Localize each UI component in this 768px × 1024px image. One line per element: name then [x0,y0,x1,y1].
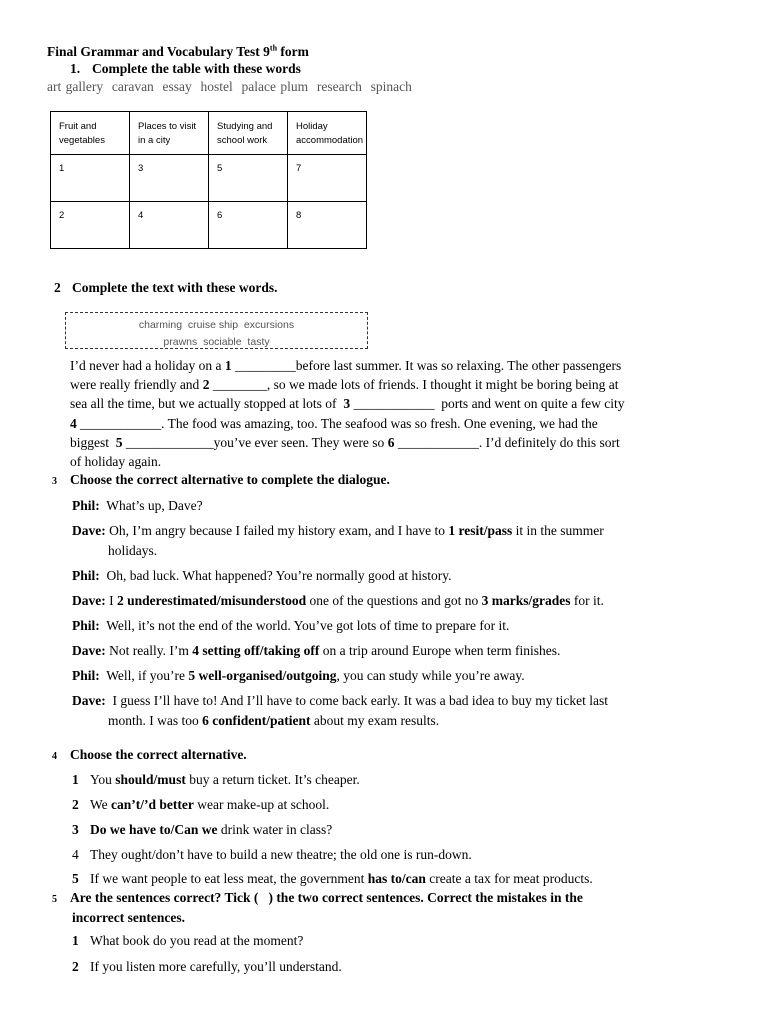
dialogue-line: Dave: Not really. I’m 4 setting off/taking off on a trip around Europe when term finishes. [72,643,561,658]
gap-fill-text [70,356,715,471]
text-line: 4 ____________. The food was amazing, too. The seafood was so fresh. One evening, we had the [70,415,598,431]
dialogue-line: Dave: Oh, I’m angry because I failed my history exam, and I have to 1 resit/pass it in the summer holidays. [72,523,604,558]
table-cell[interactable]: 4 [130,202,209,249]
list-item: 2 If you listen more carefully, you’ll understand. [72,959,342,974]
text-line: biggest 5 _____________you’ve ever seen. They were so 6 ____________. I’d definitely do this sort [70,434,620,450]
section-2-heading: 2 Complete the text with these words. [54,280,278,295]
list-item: 1 You should/must buy a return ticket. It’s cheaper. [72,772,360,787]
table-header: Studying and school work [209,112,288,155]
table-cell[interactable]: 3 [130,155,209,202]
table-cell[interactable]: 1 [51,155,130,202]
table-cell[interactable]: 5 [209,155,288,202]
list-item: 1 What book do you read at the moment? [72,933,304,948]
section-5-heading: 5 Are the sentences correct? Tick ( ) the two correct sentences. Correct the mistakes in the incorrect sentences. [52,890,583,925]
list-item: 4 They ought/don’t have to build a new theatre; the old one is run-down. [72,847,472,862]
dialogue-line: Phil: Well, if you’re 5 well-organised/outgoing, you can study while you’re away. [72,668,525,683]
word-box-line: prawns sociable tasty [163,336,270,348]
table-cell[interactable]: 2 [51,202,130,249]
section-4-heading: 4 Choose the correct alternative. [52,747,247,762]
dialogue-line: Dave: I 2 underestimated/misunderstood one of the questions and got no 3 marks/grades for it. [72,593,604,608]
table-header: Places to visit in a city [130,112,209,155]
word-box-line: charming cruise ship excursions [138,319,295,331]
list-item: 3 Do we have to/Can we drink water in class? [72,822,333,837]
table-header: Fruit and vegetables [51,112,130,155]
dialogue-line: Dave: I guess I’ll have to! And I’ll have to come back early. It was a bad idea to buy my ticket last month. I was too 6 confident/patient about my exam results. [72,693,608,728]
section-1-heading: 1. Complete the table with these words [70,61,301,76]
section-3-heading: 3 Choose the correct alternative to complete the dialogue. [52,472,390,487]
word-box-2 [65,312,368,349]
word-bank-1: art gallery caravan essay hostel palace plum research spinach [47,79,412,94]
text-line: of holiday again. [70,454,162,470]
text-line: sea all the time, but we actually stopped at lots of 3 ____________ ports and went on quite a few city [70,396,625,412]
table-cell[interactable]: 8 [288,202,367,249]
table-cell[interactable]: 7 [288,155,367,202]
text-line: I’d never had a holiday on a 1 _________before last summer. It was so relaxing. The other passengers [70,358,622,373]
table-header: Holiday accommodation [288,112,367,155]
dialogue-line: Phil: What’s up, Dave? [72,498,203,513]
dialogue-line: Phil: Well, it’s not the end of the world. You’ve got lots of time to prepare for it. [72,618,510,633]
table-cell[interactable]: 6 [209,202,288,249]
text-line: were really friendly and 2 ________, so we made lots of friends. I thought it might be boring being at [70,377,619,393]
page-title: Final Grammar and Vocabulary Test 9th form [47,43,309,59]
list-item: 5 If we want people to eat less meat, the government has to/can create a tax for meat products. [72,871,593,886]
dialogue-line: Phil: Oh, bad luck. What happened? You’re normally good at history. [72,568,452,583]
vocabulary-table [50,111,367,249]
list-item: 2 We can’t/’d better wear make-up at school. [72,797,330,812]
